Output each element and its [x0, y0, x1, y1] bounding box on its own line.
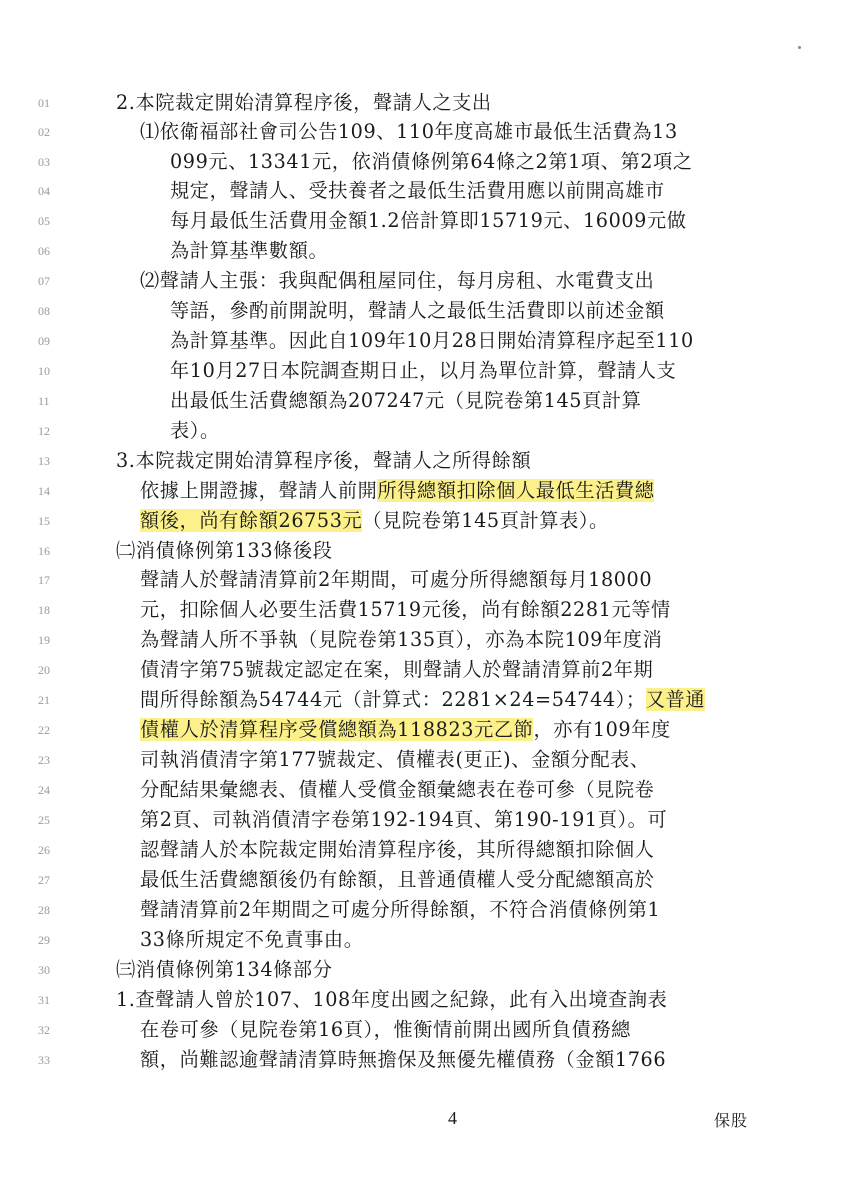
line-number: 33: [38, 1053, 50, 1067]
highlighted-text: 額後，尚有餘額26753元: [140, 509, 363, 532]
text-segment: ，亦有109年度: [533, 718, 671, 741]
text-segment: 在卷可參（見院卷第16頁），惟衡情前開出國所負債務總: [140, 1018, 631, 1041]
text-line: [140, 807, 667, 833]
text-line: [140, 268, 654, 294]
text-line: [140, 627, 662, 653]
text-segment: 元，扣除個人必要生活費15719元後，尚有餘額2281元等情: [140, 598, 671, 621]
text-segment: 額，尚難認逾聲請清算時無擔保及無優先權債務（金額1766: [140, 1048, 667, 1071]
text-line: [170, 328, 694, 354]
text-line: [140, 837, 654, 863]
highlighted-text: 債權人於清算程序受償總額為118823元乙節: [140, 718, 534, 741]
text-line: [140, 687, 705, 713]
text-line: [140, 597, 671, 623]
page-number: 4: [448, 1108, 457, 1128]
text-segment: 099元、13341元，依消債條例第64條之2第1項、第2項之: [170, 150, 693, 173]
line-number: 04: [38, 184, 50, 198]
line-number: 16: [38, 544, 50, 558]
text-segment: ㈢消債條例第134條部分: [116, 958, 333, 981]
text-line: [140, 747, 650, 773]
line-number: 08: [38, 304, 50, 318]
text-segment: （見院卷第145頁計算表）。: [362, 509, 609, 532]
text-line: [140, 1047, 666, 1073]
line-number: 09: [38, 334, 50, 348]
text-line: [140, 478, 654, 504]
line-number: 02: [38, 125, 50, 139]
line-number: 21: [38, 693, 50, 707]
line-number: 12: [38, 424, 50, 438]
text-line: [140, 119, 678, 145]
text-segment: 每月最低生活費用金額1.2倍計算即15719元、16009元做: [170, 209, 687, 232]
text-line: [116, 957, 333, 983]
text-segment: 表）。: [170, 419, 220, 442]
text-segment: 第2頁、司執消債清字卷第192-194頁、第190-191頁）。可: [140, 808, 668, 831]
text-line: [140, 508, 609, 534]
line-number: 28: [38, 903, 50, 917]
scan-speck: [798, 46, 801, 49]
text-segment: 聲請人於聲請清算前2年期間，可處分所得總額每月18000: [140, 568, 653, 591]
line-number: 13: [38, 454, 50, 468]
text-line: [116, 538, 333, 564]
line-number: 11: [38, 394, 50, 408]
text-line: [116, 448, 531, 474]
line-number: 23: [38, 753, 50, 767]
text-segment: 等語，參酌前開說明，聲請人之最低生活費即以前述金額: [170, 299, 665, 322]
line-number: 01: [38, 96, 50, 110]
line-number: 24: [38, 783, 50, 797]
text-line: [140, 717, 671, 743]
line-number: 10: [38, 364, 50, 378]
highlighted-text: 又普通: [645, 688, 706, 711]
line-number: 18: [38, 603, 50, 617]
text-line: [170, 208, 687, 234]
line-number: 25: [38, 813, 50, 827]
text-segment: 間所得餘額為54744元（計算式：2281×24=54744）；: [140, 688, 646, 711]
text-segment: 為聲請人所不爭執（見院卷第135頁），亦為本院109年度消: [140, 628, 663, 651]
text-segment: 出最低生活費總額為207247元（見院卷第145頁計算: [170, 389, 642, 412]
line-number: 27: [38, 873, 50, 887]
text-segment: ㈡消債條例第133條後段: [116, 539, 333, 562]
text-line: [140, 897, 660, 923]
text-line: [140, 657, 653, 683]
text-line: [140, 777, 654, 803]
line-number: 06: [38, 244, 50, 258]
line-number: 19: [38, 633, 50, 647]
highlighted-text: 所得總額扣除個人最低生活費總: [377, 479, 655, 502]
text-segment: 33條所規定不免責事由。: [140, 928, 364, 951]
text-segment: 規定，聲請人、受扶養者之最低生活費用應以前開高雄市: [170, 179, 665, 202]
text-segment: ⑵聲請人主張：我與配偶租屋同住，每月房租、水電費支出: [140, 269, 655, 292]
line-number: 22: [38, 723, 50, 737]
footer-label: 保股: [714, 1111, 749, 1130]
text-line: [170, 149, 693, 175]
text-segment: 年10月27日本院調查期日止，以月為單位計算，聲請人支: [170, 359, 677, 382]
text-segment: 債清字第75號裁定認定在案，則聲請人於聲請清算前2年期: [140, 658, 654, 681]
line-number: 30: [38, 963, 50, 977]
text-line: [170, 418, 220, 444]
text-line: [140, 1017, 631, 1043]
text-line: [170, 388, 641, 414]
text-line: [170, 178, 665, 204]
text-segment: 為計算基準。因此自109年10月28日開始清算程序起至110: [170, 329, 694, 352]
line-number: 29: [38, 933, 50, 947]
text-line: [140, 867, 654, 893]
text-line: [116, 987, 667, 1013]
text-line: [170, 238, 328, 264]
text-segment: 依據上開證據，聲請人前開: [140, 479, 378, 502]
text-line: [140, 567, 652, 593]
text-segment: 聲請清算前2年期間之可處分所得餘額，不符合消債條例第1: [140, 898, 661, 921]
line-number: 20: [38, 663, 50, 677]
line-number: 14: [38, 484, 50, 498]
line-number: 05: [38, 214, 50, 228]
line-number: 32: [38, 1023, 50, 1037]
text-line: [116, 90, 492, 116]
text-segment: 1.查聲請人曾於107、108年度出國之紀錄，此有入出境查詢表: [116, 988, 668, 1011]
line-number: 31: [38, 993, 50, 1007]
text-segment: 分配結果彙總表、債權人受償金額彙總表在卷可參（見院卷: [140, 778, 655, 801]
text-segment: 最低生活費總額後仍有餘額，且普通債權人受分配總額高於: [140, 868, 655, 891]
text-segment: 司執消債清字第177號裁定、債權表(更正)、金額分配表、: [140, 748, 650, 771]
text-segment: 認聲請人於本院裁定開始清算程序後，其所得總額扣除個人: [140, 838, 655, 861]
text-segment: 3.本院裁定開始清算程序後，聲請人之所得餘額: [116, 449, 532, 472]
text-line: [170, 358, 676, 384]
line-number: 15: [38, 514, 50, 528]
text-line: [140, 927, 364, 953]
line-number: 07: [38, 274, 50, 288]
text-segment: 為計算基準數額。: [170, 239, 329, 262]
line-number: 26: [38, 843, 50, 857]
text-segment: 2.本院裁定開始清算程序後，聲請人之支出: [116, 91, 492, 114]
line-number: 03: [38, 155, 50, 169]
text-segment: ⑴依衛福部社會司公告109、110年度高雄市最低生活費為13: [140, 120, 678, 143]
line-number: 17: [38, 573, 50, 587]
text-line: [170, 298, 665, 324]
